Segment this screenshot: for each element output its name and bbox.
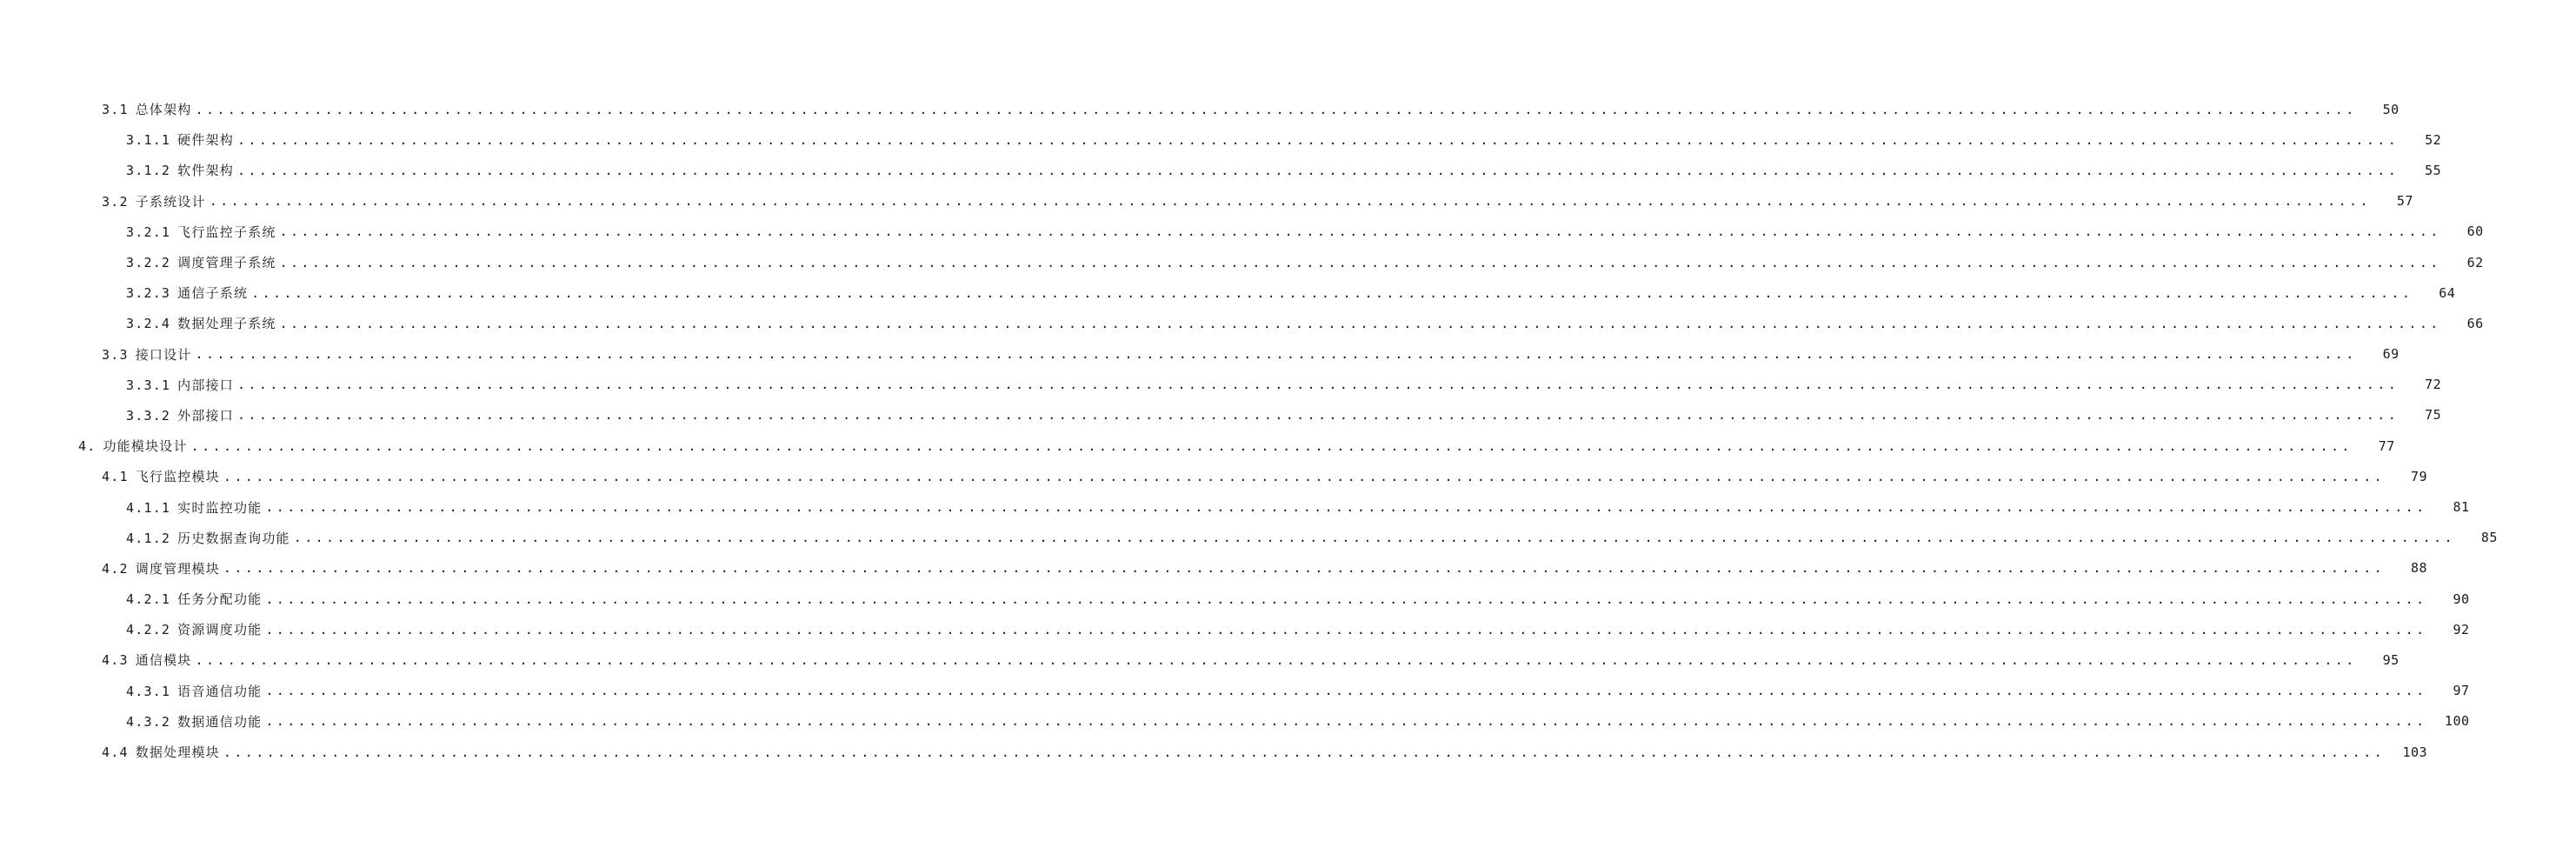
toc-entry[interactable] [0, 247, 2484, 277]
toc-entry-page-number: 77 [2378, 437, 2395, 454]
toc-entry[interactable] [0, 614, 2470, 644]
dot-leader: ........................................................................................................................................................................................................ [195, 346, 2357, 363]
dot-leader: ........................................................................................................................................................................................................ [236, 162, 2400, 178]
toc-entry-number: 4.1.1 [126, 499, 171, 516]
toc-entry-page-number: 52 [2425, 131, 2442, 148]
toc-entry[interactable] [0, 155, 2442, 185]
toc-entry-number: 4.1.2 [126, 530, 171, 546]
toc-entry-number: 3.1.1 [126, 132, 171, 149]
toc-entry-number: 4.2 [102, 560, 129, 577]
toc-entry-title: 子系统设计 [135, 193, 206, 210]
toc-entry-page-number: 55 [2425, 162, 2442, 178]
toc-entry-title: 语音通信功能 [177, 683, 263, 699]
toc-entry-number: 4.2.2 [126, 622, 171, 638]
toc-entry-title: 接口设计 [135, 346, 192, 363]
toc-entry-title: 内部接口 [177, 377, 234, 393]
toc-entry-title: 数据处理子系统 [177, 316, 276, 332]
toc-entry-page-number: 100 [2444, 713, 2470, 730]
toc-entry-title: 实时监控功能 [177, 499, 263, 516]
toc-entry-title: 总体架构 [135, 102, 192, 118]
toc-entry-page-number: 66 [2466, 315, 2484, 331]
toc-entry-heading [126, 284, 250, 302]
toc-entry[interactable] [0, 217, 2484, 247]
toc-entry-number: 4.4 [102, 744, 129, 761]
toc-entry[interactable] [0, 523, 2498, 553]
dot-leader: ........................................................................................................................................................................................................ [251, 284, 2413, 301]
toc-entry-heading [102, 651, 194, 669]
toc-entry-number: 4.1 [102, 469, 129, 485]
toc-entry-page-number: 57 [2396, 193, 2413, 210]
toc-entry-page-number: 50 [2382, 101, 2400, 117]
toc-entry[interactable] [0, 461, 2428, 491]
toc-entry[interactable] [0, 737, 2428, 767]
toc-entry-number: 4.3.1 [126, 683, 171, 699]
toc-entry-page-number: 97 [2453, 683, 2470, 699]
toc-entry-number: 3.2.4 [126, 316, 171, 332]
toc-entry[interactable] [0, 491, 2470, 522]
toc-entry-page-number: 95 [2382, 651, 2400, 668]
toc-entry-number: 3.2.1 [126, 224, 171, 240]
dot-leader: ........................................................................................................................................................................................................ [236, 377, 2400, 393]
toc-entry-title: 飞行监控子系统 [177, 224, 276, 240]
toc-entry[interactable] [0, 400, 2442, 430]
dot-leader: ........................................................................................................................................................................................................ [265, 621, 2427, 637]
toc-entry-number: 3.3.1 [126, 377, 171, 393]
toc-entry-number: 3.2.3 [126, 285, 171, 302]
toc-entry-title: 历史数据查询功能 [177, 530, 290, 546]
toc-entry-heading [126, 406, 236, 424]
toc-entry-page-number: 88 [2411, 560, 2428, 577]
toc-entry[interactable] [0, 277, 2456, 308]
toc-entry[interactable] [0, 553, 2428, 584]
toc-entry[interactable] [0, 584, 2470, 614]
toc-entry-number: 3.2 [102, 193, 129, 210]
toc-entry-heading [102, 345, 194, 364]
toc-entry-number: 4. [78, 438, 97, 455]
dot-leader: ........................................................................................................................................................................................................ [279, 224, 2441, 240]
dot-leader: ........................................................................................................................................................................................................ [236, 131, 2400, 148]
toc-entry[interactable] [0, 94, 2400, 124]
toc-entry-page-number: 81 [2453, 499, 2470, 516]
dot-leader: ........................................................................................................................................................................................................ [195, 651, 2357, 668]
dot-leader: ........................................................................................................................................................................................................ [223, 744, 2386, 760]
toc-entry-heading [126, 712, 263, 731]
toc-entry-heading [126, 130, 236, 149]
toc-entry-page-number: 60 [2466, 224, 2484, 240]
dot-leader: ........................................................................................................................................................................................................ [293, 530, 2455, 546]
toc-entry-page-number: 79 [2411, 468, 2428, 484]
dot-leader: ........................................................................................................................................................................................................ [265, 499, 2427, 516]
toc-entry[interactable] [0, 676, 2470, 706]
dot-leader: ........................................................................................................................................................................................................ [190, 437, 2353, 454]
toc-entry-heading [126, 529, 292, 547]
toc-entry-page-number: 64 [2439, 284, 2456, 301]
dot-leader: ........................................................................................................................................................................................................ [265, 683, 2427, 699]
toc-entry-heading [126, 376, 236, 394]
toc-entry[interactable] [0, 186, 2413, 217]
toc-entry-number: 3.1 [102, 102, 129, 118]
toc-entry-heading [126, 253, 278, 271]
toc-entry-page-number: 72 [2425, 377, 2442, 393]
toc-entry[interactable] [0, 370, 2442, 400]
toc-entry[interactable] [0, 339, 2400, 370]
toc-entry-page-number: 90 [2453, 591, 2470, 607]
toc-entry-number: 3.3.2 [126, 407, 171, 424]
toc-entry-number: 3.3 [102, 346, 129, 363]
toc-entry-heading [102, 192, 208, 210]
toc-entry-page-number: 85 [2480, 530, 2498, 546]
toc-entry-heading [126, 590, 263, 608]
dot-leader: ........................................................................................................................................................................................................ [223, 468, 2386, 484]
toc-entry-number: 4.2.1 [126, 591, 171, 608]
toc-entry-number: 4.3 [102, 652, 129, 669]
toc-entry[interactable] [0, 308, 2484, 338]
toc-entry-number: 4.3.2 [126, 713, 171, 730]
toc-entry-title: 数据处理模块 [135, 744, 220, 761]
toc-entry[interactable] [0, 124, 2442, 155]
toc-entry-page-number: 69 [2382, 346, 2400, 363]
toc-entry-title: 数据通信功能 [177, 713, 263, 730]
toc-entry[interactable] [0, 644, 2400, 675]
dot-leader: ........................................................................................................................................................................................................ [279, 254, 2441, 270]
toc-entry-title: 飞行监控模块 [135, 469, 220, 485]
toc-entry-title: 通信模块 [135, 652, 192, 669]
toc-entry-title: 通信子系统 [177, 285, 249, 302]
toc-entry-page-number: 92 [2453, 621, 2470, 637]
toc-entry-heading [126, 314, 278, 332]
toc-entry-title: 硬件架构 [177, 132, 234, 149]
toc-entry-title: 任务分配功能 [177, 591, 263, 608]
toc-entry-heading [126, 223, 278, 241]
toc-entry-heading [102, 559, 222, 577]
dot-leader: ........................................................................................................................................................................................................ [265, 713, 2427, 730]
toc-entry-page-number: 62 [2466, 254, 2484, 270]
table-of-contents [0, 94, 2498, 767]
toc-entry-title: 软件架构 [177, 163, 234, 179]
toc-entry-heading [126, 161, 236, 179]
toc-entry-heading [102, 467, 222, 485]
toc-entry-title: 调度管理模块 [135, 560, 220, 577]
dot-leader: ........................................................................................................................................................................................................ [236, 407, 2400, 424]
toc-entry-heading [126, 682, 263, 700]
dot-leader: ........................................................................................................................................................................................................ [265, 591, 2427, 607]
toc-entry-page-number: 75 [2425, 407, 2442, 424]
toc-entry-title: 资源调度功能 [177, 622, 263, 638]
toc-entry-title: 功能模块设计 [103, 438, 188, 455]
toc-entry[interactable] [0, 430, 2395, 461]
dot-leader: ........................................................................................................................................................................................................ [195, 101, 2357, 117]
toc-entry-title: 调度管理子系统 [177, 255, 276, 271]
toc-entry-heading [102, 100, 194, 118]
toc-entry-number: 3.1.2 [126, 163, 171, 179]
dot-leader: ........................................................................................................................................................................................................ [279, 315, 2441, 331]
toc-entry-heading [126, 620, 263, 638]
toc-entry-heading [102, 743, 222, 761]
toc-entry-page-number: 103 [2402, 744, 2428, 760]
dot-leader: ........................................................................................................................................................................................................ [223, 560, 2386, 577]
toc-entry-number: 3.2.2 [126, 255, 171, 271]
toc-entry-heading [78, 437, 190, 455]
toc-entry[interactable] [0, 706, 2470, 737]
dot-leader: ........................................................................................................................................................................................................ [209, 193, 2371, 210]
toc-entry-heading [126, 498, 263, 517]
toc-entry-title: 外部接口 [177, 407, 234, 424]
